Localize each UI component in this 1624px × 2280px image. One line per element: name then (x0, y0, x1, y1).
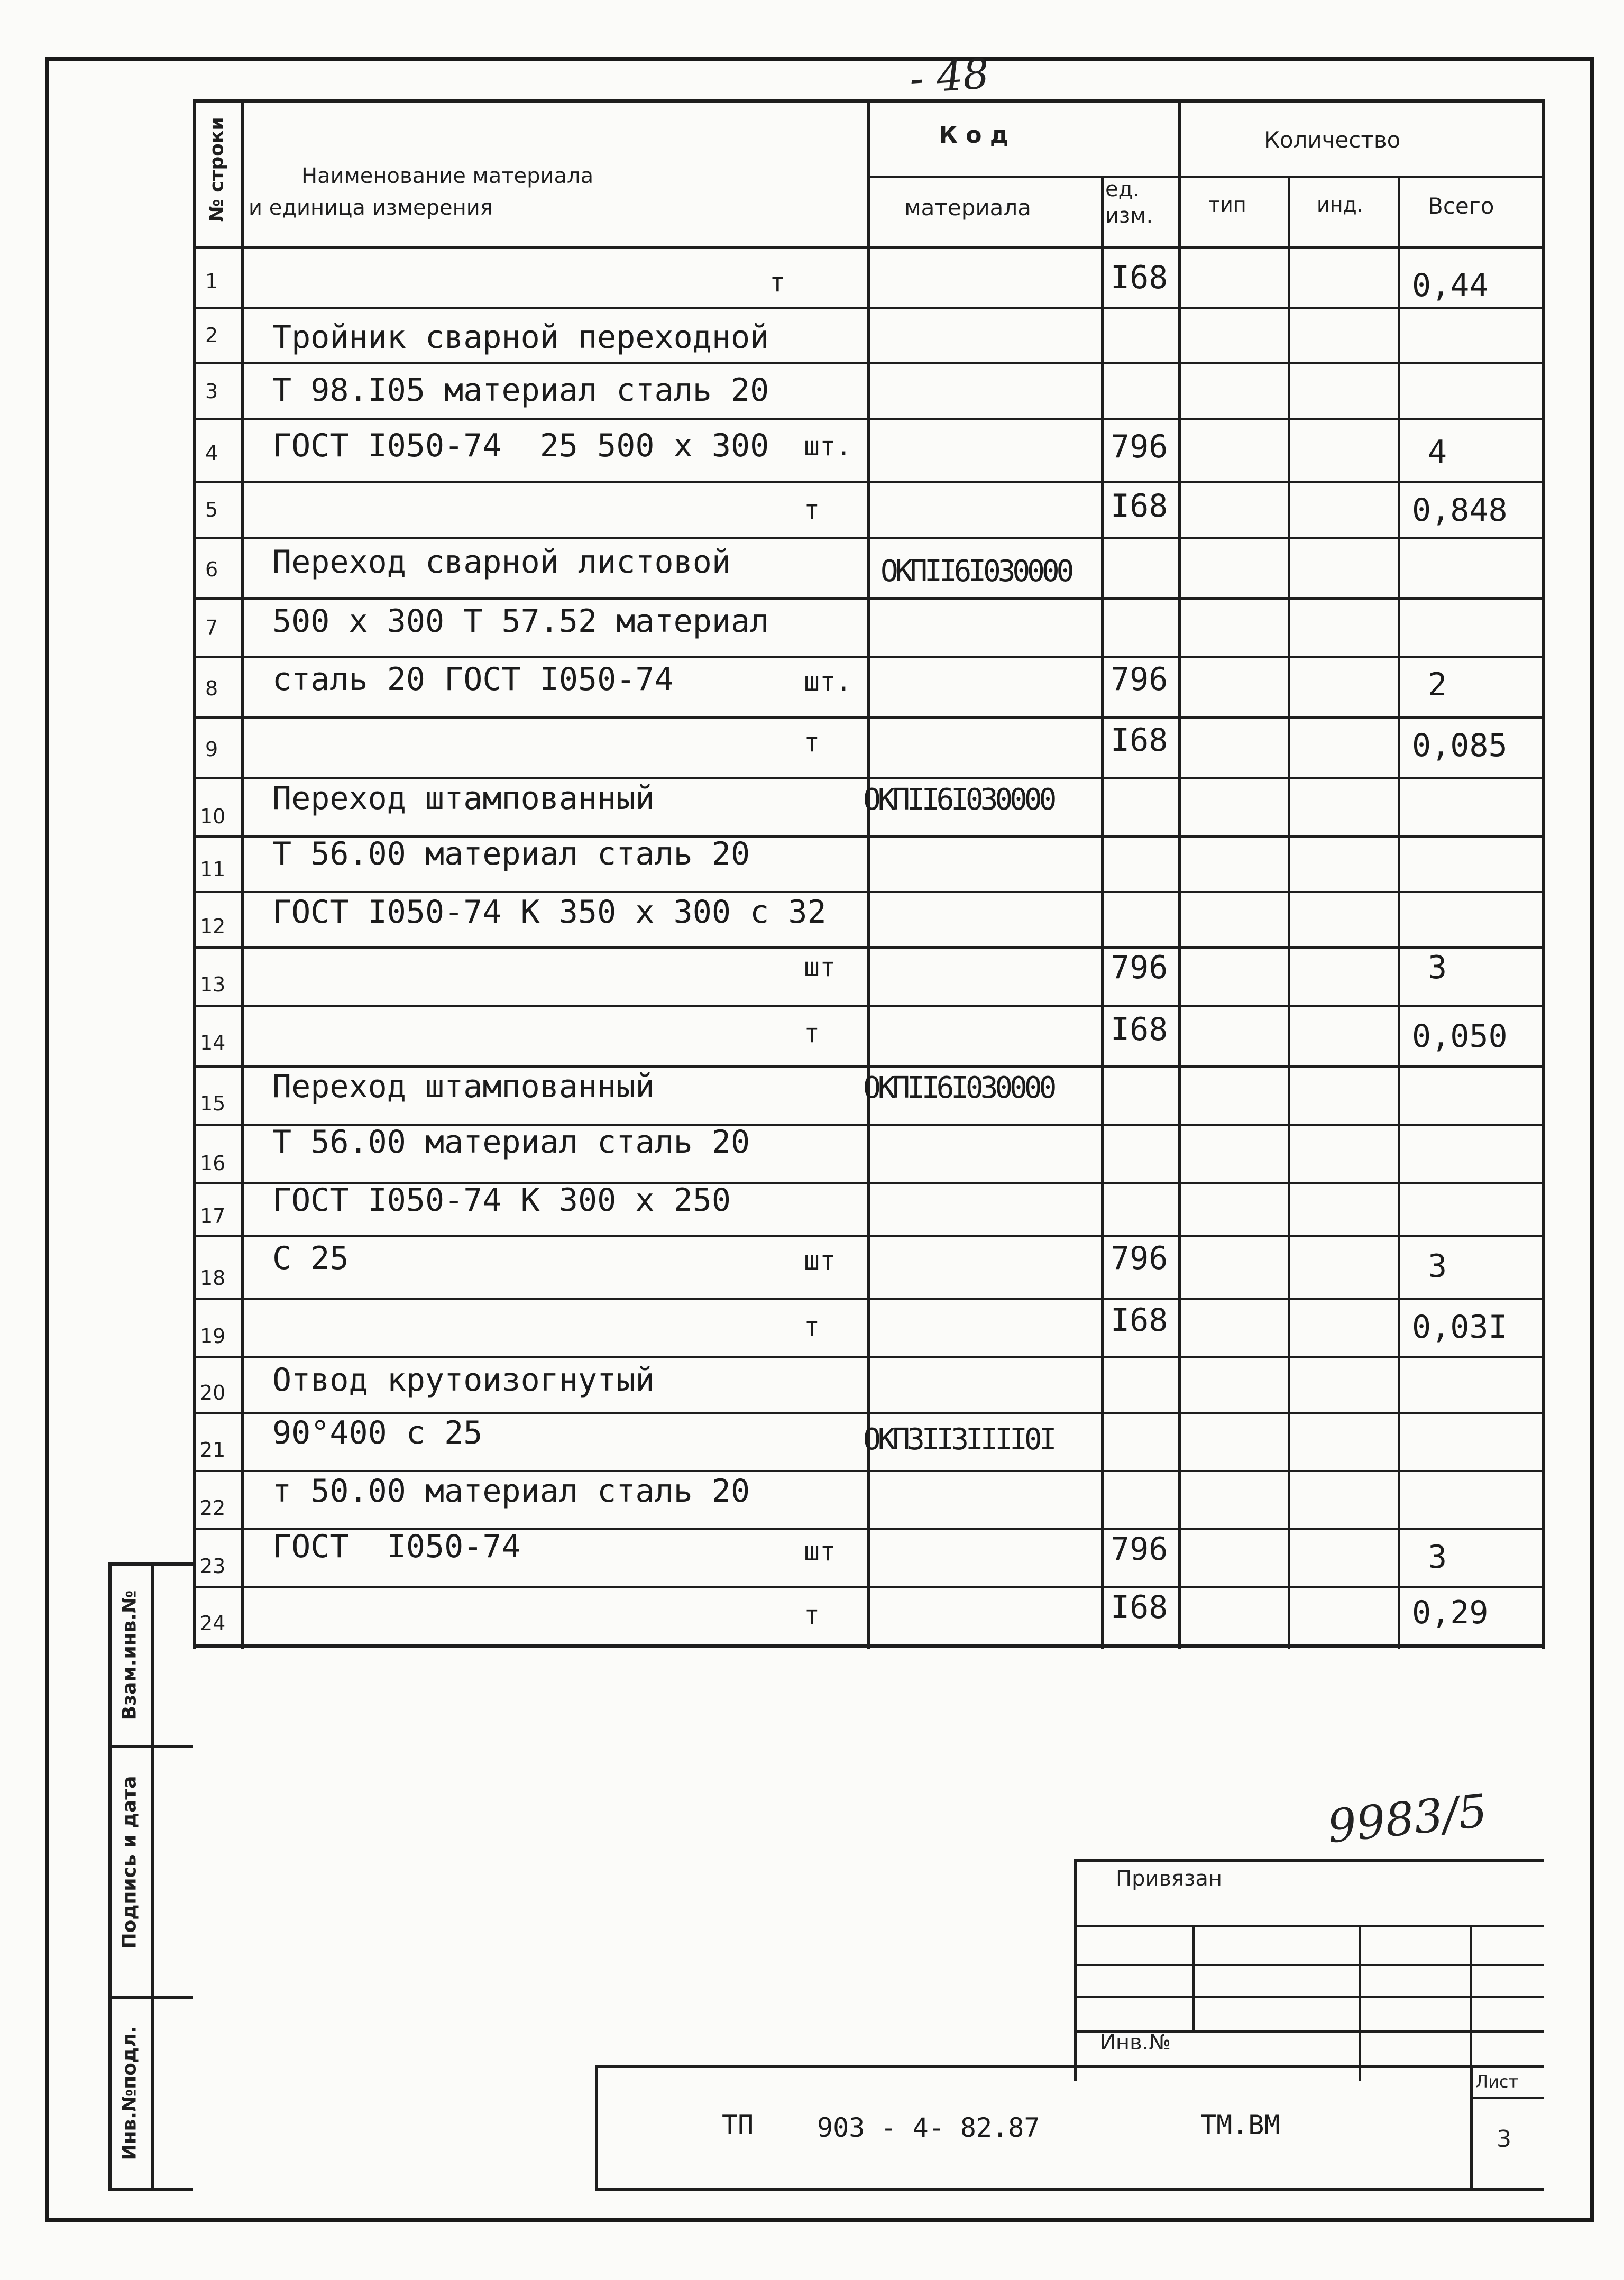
material-name: С 25 (272, 1240, 349, 1277)
row-divider (193, 1065, 1545, 1068)
left-strip-bottom (108, 2188, 193, 2191)
unit-col-divider (1178, 99, 1181, 1649)
header-sub-divider (867, 176, 1545, 178)
left-strip-inv-podl: Инв.№подл. (118, 2026, 141, 2161)
row-divider (193, 307, 1545, 309)
total-value: 0,848 (1412, 492, 1508, 529)
total-value: 4 (1428, 434, 1447, 471)
row-number: 8 (205, 677, 218, 700)
unit-code: I68 (1111, 488, 1168, 525)
rowno-col-divider (241, 99, 244, 1649)
stamp-col (1470, 1925, 1472, 2081)
unit-label: шт (804, 1245, 836, 1276)
row-number: 10 (200, 805, 226, 828)
unit-code: I68 (1111, 722, 1168, 759)
total-value: 2 (1428, 666, 1447, 703)
stamp-left-border (1074, 1859, 1077, 2081)
type-col-divider (1288, 176, 1290, 1649)
material-name: Отвод крутоизогнутый (272, 1362, 655, 1399)
left-strip-outer (108, 1562, 112, 2189)
material-code: ОКПII6I030000 (880, 554, 1071, 589)
name-col-divider (867, 99, 870, 1649)
material-name: 500 х 300 Т 57.52 материал (272, 603, 769, 640)
unit-label: шт (804, 1536, 836, 1567)
total-value: 3 (1428, 1539, 1447, 1576)
row-divider (193, 537, 1545, 539)
total-value: 3 (1428, 1248, 1447, 1285)
row-divider (193, 1235, 1545, 1237)
row-number: 1 (205, 270, 218, 293)
header-code-unit-2: изм. (1105, 204, 1153, 228)
designation-code: 903 - 4- 82.87 (817, 2112, 1040, 2143)
total-value: 0,050 (1412, 1018, 1508, 1055)
header-qty-ind: инд. (1317, 193, 1363, 216)
row-number: 16 (200, 1152, 226, 1175)
left-strip-vzam: Взам.инв.№ (118, 1590, 141, 1721)
row-number: 17 (200, 1205, 226, 1228)
stamp-col (1192, 1925, 1195, 2030)
row-number: 23 (200, 1555, 226, 1578)
row-divider (193, 1356, 1545, 1358)
row-number: 20 (200, 1381, 226, 1404)
stamp-line (1074, 1964, 1544, 1966)
header-qty-group: Количество (1264, 127, 1401, 153)
row-number: 3 (205, 380, 218, 403)
left-strip-sep (108, 1996, 193, 1999)
header-qty-type: тип (1208, 193, 1246, 216)
unit-code: 796 (1111, 428, 1168, 465)
stamp-col (1359, 1925, 1361, 2081)
material-name: ГОСТ I050-74 К 350 х 300 с 32 (272, 894, 827, 931)
row-number: 15 (200, 1092, 226, 1115)
material-name: Т 98.I05 материал сталь 20 (272, 372, 769, 409)
row-divider (193, 597, 1545, 600)
left-strip-podpis: Подпись и дата (118, 1776, 141, 1949)
row-number: 9 (205, 738, 218, 761)
header-code-group: К о д (939, 122, 1009, 149)
row-number: 21 (200, 1438, 226, 1461)
row-number: 19 (200, 1325, 226, 1348)
unit-label: т (804, 1018, 820, 1049)
unit-label: т (804, 1311, 820, 1342)
header-name-line2: и единица измерения (249, 196, 493, 220)
code-col-divider (1101, 176, 1104, 1649)
row-divider (193, 418, 1545, 420)
unit-code: I68 (1111, 1589, 1168, 1626)
table-right-border (1542, 99, 1545, 1649)
unit-label: т (804, 1599, 820, 1630)
material-name: 90°400 с 25 (272, 1414, 483, 1451)
unit-code: I68 (1111, 1011, 1168, 1048)
material-name: Переход штампованный (272, 1068, 655, 1105)
row-divider (193, 1412, 1545, 1414)
total-value: 0,44 (1412, 267, 1489, 304)
row-divider (193, 481, 1545, 483)
left-strip-divider (151, 1562, 154, 2189)
stamp-privyazan: Привязан (1116, 1867, 1223, 1891)
designation-top-border (595, 2065, 1544, 2068)
unit-label: шт. (804, 666, 852, 697)
stamp-top-border (1074, 1859, 1544, 1862)
row-number: 6 (205, 558, 218, 581)
row-divider (193, 1470, 1545, 1472)
material-name: Тройник сварной переходной (272, 319, 769, 356)
unit-label: т (769, 267, 786, 298)
sheet-cell-border (1470, 2065, 1473, 2189)
material-name: Т 56.00 материал сталь 20 (272, 1124, 750, 1161)
unit-code: 796 (1111, 661, 1168, 698)
row-number: 11 (200, 858, 226, 881)
designation-mark: ТМ.ВМ (1200, 2110, 1280, 2140)
unit-label: т (804, 727, 820, 758)
stamp-inv-no: Инв.№ (1100, 2030, 1171, 2055)
sheet-label: Лист (1475, 2072, 1519, 2092)
material-name: Переход штампованный (272, 780, 655, 817)
left-strip-top (108, 1562, 193, 1566)
material-code: ОКПЗIIЗIIII0I (863, 1422, 1054, 1457)
row-divider (193, 891, 1545, 893)
material-name: Т 56.00 материал сталь 20 (272, 835, 750, 872)
row-divider (193, 1298, 1545, 1300)
header-code-unit-1: ед. (1105, 177, 1140, 201)
material-name: ГОСТ I050-74 (272, 1528, 521, 1565)
total-value: 0,03I (1412, 1309, 1508, 1346)
stamp-line (1074, 1925, 1544, 1927)
handwritten-number: 9983/5 (1325, 1784, 1490, 1854)
header-code-material: материала (904, 195, 1032, 220)
material-name: Переход сварной листовой (272, 544, 731, 581)
unit-code: 796 (1111, 1531, 1168, 1568)
sheet-number: 3 (1497, 2126, 1511, 2153)
total-value: 3 (1428, 949, 1447, 986)
row-divider (193, 1005, 1545, 1007)
row-number: 13 (200, 973, 226, 996)
row-number: 22 (200, 1496, 226, 1520)
material-code: ОКПII6I030000 (863, 1071, 1054, 1105)
sheet-cell-divider (1470, 2097, 1544, 2099)
material-code: ОКПII6I030000 (863, 783, 1054, 817)
material-name: сталь 20 ГОСТ I050-74 (272, 661, 674, 698)
row-divider (193, 716, 1545, 719)
row-number: 4 (205, 442, 218, 465)
unit-code: I68 (1111, 259, 1168, 296)
row-number: 14 (200, 1031, 226, 1054)
material-name: ГОСТ I050-74 25 500 х 300 (272, 427, 769, 464)
total-value: 0,29 (1412, 1594, 1489, 1631)
material-name: ГОСТ I050-74 К 300 х 250 (272, 1182, 731, 1219)
left-strip-sep (108, 1745, 193, 1748)
header-name-line1: Наименование материала (301, 164, 594, 188)
designation-prefix: ТП (722, 2110, 754, 2140)
unit-label: т (804, 494, 820, 525)
table-bottom-border (193, 1644, 1545, 1648)
unit-code: I68 (1111, 1302, 1168, 1339)
total-value: 0,085 (1412, 727, 1508, 764)
unit-code: 796 (1111, 1240, 1168, 1277)
row-divider (193, 362, 1545, 364)
row-number: 2 (205, 324, 218, 347)
row-divider (193, 946, 1545, 949)
row-divider (193, 777, 1545, 779)
page-marker: - 48 (908, 50, 991, 104)
unit-code: 796 (1111, 949, 1168, 986)
row-number: 12 (200, 915, 226, 938)
unit-label: шт. (804, 431, 852, 462)
row-number: 18 (200, 1266, 226, 1290)
table-left-border (193, 99, 196, 1649)
row-divider (193, 1586, 1545, 1588)
row-number: 7 (205, 616, 218, 639)
unit-label: шт (804, 952, 836, 982)
stamp-line (1074, 1996, 1544, 1998)
designation-left-border (595, 2065, 598, 2189)
row-divider (193, 656, 1545, 658)
material-name: т 50.00 материал сталь 20 (272, 1473, 750, 1510)
ind-col-divider (1398, 176, 1400, 1649)
designation-bottom-border (595, 2188, 1544, 2191)
header-qty-total: Всего (1428, 193, 1494, 219)
row-number: 5 (205, 498, 218, 521)
row-number: 24 (200, 1612, 226, 1635)
header-row-no: № строки (206, 117, 228, 222)
